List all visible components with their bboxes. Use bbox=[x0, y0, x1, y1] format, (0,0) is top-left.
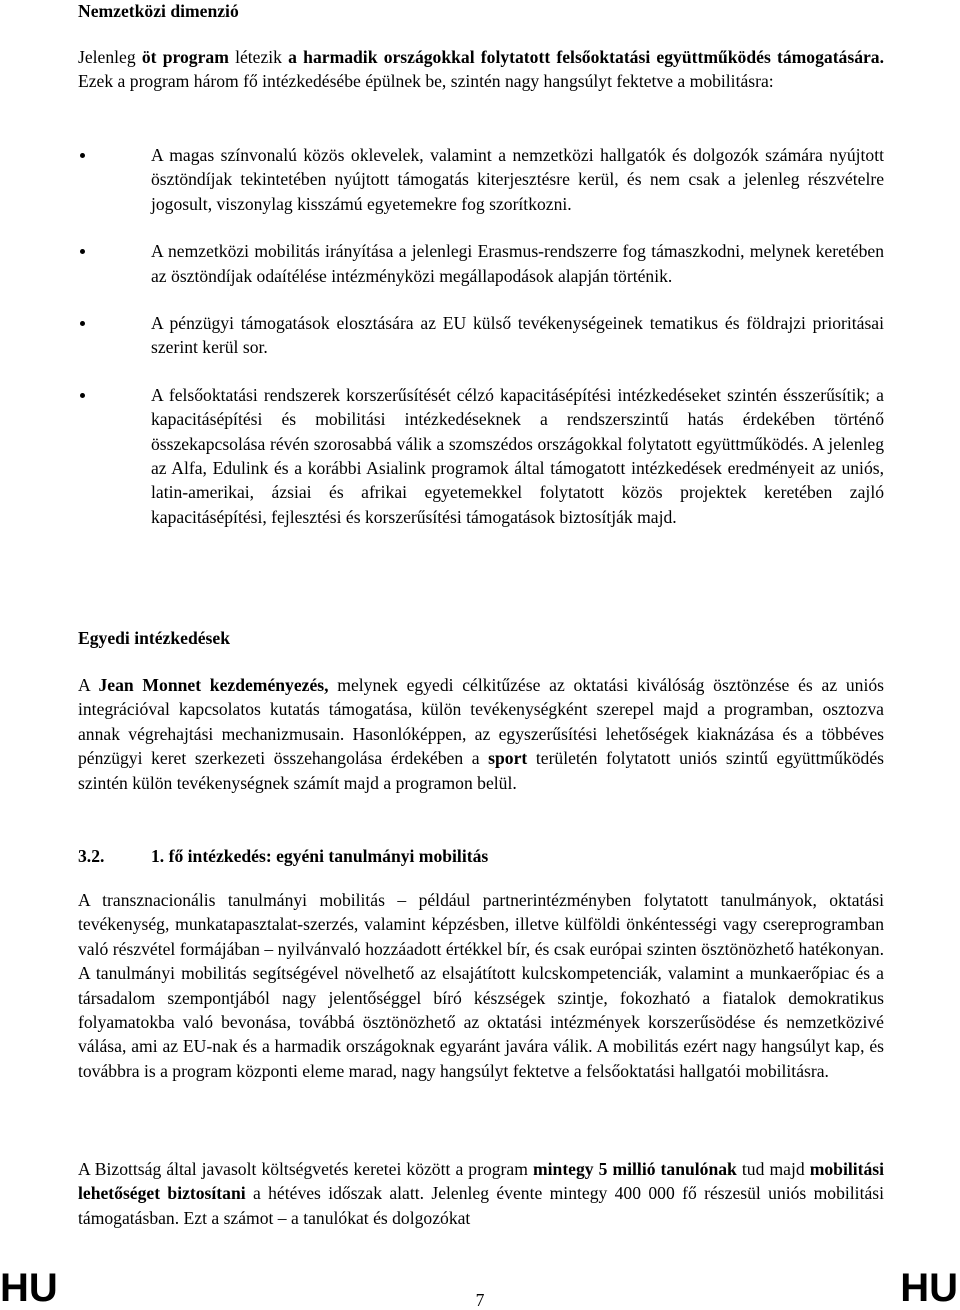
footer-language-code-right: HU bbox=[900, 1266, 958, 1310]
bullet-text: A magas színvonalú közös oklevelek, valamint a nemzetközi hallgatók és dolgozók számára nyújtott ösztöndíjak tekintetében nyújtott támogatás kiterjesztésre kerül, és nem csak a jelenleg részvételre jogosult, viszonylag kisszámú egyetemekre fog szorítkozni. bbox=[151, 145, 884, 214]
paragraph-mobility: A transznacionális tanulmányi mobilitás – például partnerintézményben folytatott tanulmányok, oktatási tevékenység, munkatapasztalat-szerzés, valamint képzésben, illetve külföldi önkéntességi vagy csereprogramban való részvétel formájában – nyilvánvaló hozzáadott értékkel bír, és csak európai szinten ösztönözhető hatékonyan. A tanulmányi mobilitás segítségével növelhető az elsajátított kulcskompetenciák, valamint a munkaerőpiac és a társadalom szempontjából nagy jelentőséggel bíró készségek szintje, fokozható a fiatalok demokratikus folyamatokba való bevonása, továbbá ösztönözhető az oktatási intézmények korszerűsödése és nemzetközivé válása, ami az EU-nak és a harmadik országoknak egyaránt javára válik. A mobilitás ezért nagy hangsúlyt kap, és továbbra is a program központi eleme marad, nagy hangsúlyt fektetve a felsőoktatási hallgatói mobilitásra. bbox=[78, 890, 884, 1081]
bullet-list bbox=[78, 143, 884, 529]
text-run: Jelenleg bbox=[78, 47, 142, 67]
bullet-item bbox=[78, 383, 884, 529]
text-run: A Bizottság által javasolt költségvetés keretei között a program bbox=[78, 1159, 533, 1179]
bullet-text: A nemzetközi mobilitás irányítása a jelenlegi Erasmus-rendszerre fog támaszkodni, melynek keretében az ösztöndíjak odaítélése intézményközi megállapodások alapján történik. bbox=[151, 241, 884, 286]
bullet-icon bbox=[80, 393, 85, 398]
text-run: létezik bbox=[228, 47, 289, 67]
paragraph-specific-measures bbox=[78, 673, 884, 795]
text-run-bold: öt program bbox=[141, 47, 229, 67]
text-run-bold: Jean Monnet kezdeményezés, bbox=[98, 675, 329, 695]
paragraph-international bbox=[78, 45, 884, 94]
footer-language-code-left: HU bbox=[0, 1266, 58, 1310]
text-run-bold: mintegy 5 millió tanulónak bbox=[532, 1159, 737, 1179]
heading-specific-measures: Egyedi intézkedések bbox=[78, 628, 230, 648]
text-run: területén folytatott uniós szintű együttműködés szintén külön tevékenységnek számít majd a programon belül. bbox=[78, 748, 884, 793]
bullet-icon bbox=[80, 321, 85, 326]
text-run-bold: mobilitási lehetőséget biztosítani bbox=[78, 1159, 884, 1204]
text-run: tud majd bbox=[736, 1159, 810, 1179]
page-number: 7 bbox=[475, 1290, 485, 1310]
paragraph-budget bbox=[78, 1157, 884, 1230]
bullet-icon bbox=[80, 153, 85, 158]
bullet-icon bbox=[80, 249, 85, 254]
bullet-item bbox=[78, 311, 884, 360]
bullet-text: A pénzügyi támogatások elosztására az EU külső tevékenységeinek tematikus és földrajzi prioritásai szerint kerül sor. bbox=[151, 313, 884, 358]
section-title: 1. fő intézkedés: egyéni tanulmányi mobilitás bbox=[151, 846, 489, 866]
text-run: a hétéves időszak alatt. Jelenleg évente mintegy 400 000 fő részesül uniós mobilitási támogatásban. Ezt a számot – a tanulókat és dolgozókat bbox=[78, 1183, 884, 1228]
text-run: Ezek a program három fő intézkedésébe épülnek be, szintén nagy hangsúlyt fektetve a mobilitásra: bbox=[78, 71, 774, 92]
heading-international-dimension: Nemzetközi dimenzió bbox=[78, 1, 239, 21]
bullet-item bbox=[78, 239, 884, 288]
bullet-item bbox=[78, 143, 884, 216]
text-run: A bbox=[78, 675, 99, 695]
section-number: 3.2. bbox=[78, 846, 105, 866]
text-run-bold: a harmadik országokkal folytatott felsőoktatási együttműködés támogatására. bbox=[288, 47, 885, 67]
text-run: melynek egyedi célkitűzése az oktatási kiválóság ösztönzése és az uniós integrációval kapcsolatos kutatás támogatása, külön tevékenységként szerepel majd a programban, osztozva annak végrehajtási mechanizmusain. Hasonlóképpen, az egyszerűsítési lehetőségek kiaknázása és a többéves pénzügyi keret szerkezeti összehangolása érdekében a bbox=[78, 675, 884, 769]
bullet-text: A felsőoktatási rendszerek korszerűsítését célzó kapacitásépítési intézkedéseket szintén ésszerűsítik; a kapacitásépítési és mobilitási intézkedéseknek a rendszerszintű hatás érdekében történő összekapcsolása révén szorosabbá válik a szomszédos országokkal folytatott együttműködés. A jelenleg az Alfa, Edulink és a korábbi Asialink programok által támogatott intézkedések eredményeit az uniós, latin-amerikai, ázsiai és afrikai egyetemekkel folytatott közös projektek keretében zajló kapacitásépítési, fejlesztési és korszerűsítési támogatások biztosítják majd. bbox=[151, 384, 884, 527]
section-heading bbox=[78, 844, 488, 868]
text-run-bold: sport bbox=[488, 748, 528, 769]
